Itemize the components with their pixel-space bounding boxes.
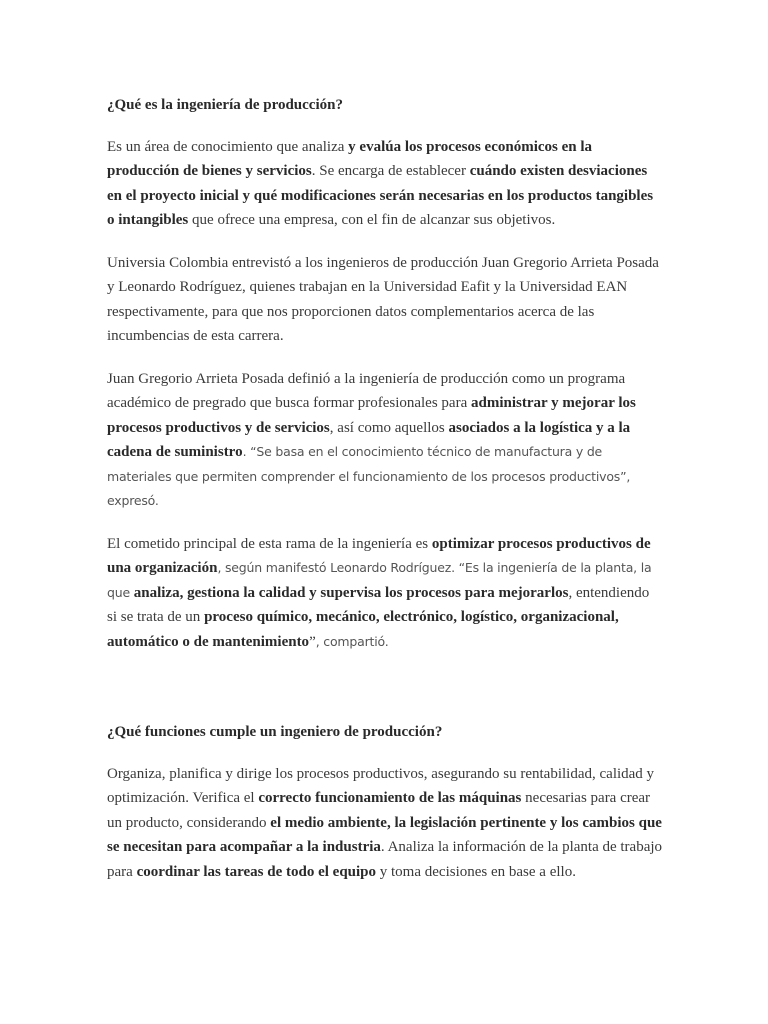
bold-text: analiza, gestiona la calidad y supervisa los procesos para mejorarlos [133,584,569,601]
paragraph-definicion [107,135,663,233]
paragraph-text: y toma decisiones en base a ello. [376,863,576,880]
section-heading-que-es: ¿Qué es la ingeniería de producción? [107,97,343,113]
bold-text: optimizar procesos productivos de una organización [107,535,651,576]
paragraph-text: Universia Colombia entrevistó a los ingenieros de producción Juan Gregorio Arrieta Posada y Leonardo Rodríguez, quienes trabajan en la Universidad Eafit y la Universidad EAN respectivamente, para que nos proporcionen datos complementarios acerca de las incumbencias de esta carrera. [107,254,659,344]
quote-text: . “Se basa en el conocimiento técnico de manufactura y de materiales que permiten comprender el funcionamiento de los procesos productivos”, expresó. [107,444,631,508]
bold-text: y evalúa los procesos económicos en la producción de bienes y servicios [107,138,593,179]
quote-text: , según manifestó Leonardo Rodríguez. “Es la ingeniería de la planta, la que [107,560,652,600]
paragraph-text: Juan Gregorio Arrieta Posada definió a la ingeniería de producción como un programa académico de pregrado que busca formar profesionales para [107,370,626,411]
paragraph-text: Es un área de conocimiento que analiza [107,138,349,155]
paragraph-text: . Analiza la información de la planta de trabajo para [107,839,663,880]
bold-text: el medio ambiente, la legislación pertinente y los cambios que se necesitan para acompañar a la industria [107,814,662,855]
paragraph-rodriguez [107,532,663,655]
paragraph-funciones [107,762,663,885]
quote-text: , compartió. [315,633,389,649]
paragraph-entrevista [107,251,663,349]
bold-text: asociados a la logística y a la cadena de suministro [107,419,631,460]
paragraph-text: ” [309,633,316,650]
bold-text: proceso químico, mecánico, electrónico, logístico, organizacional, automático o de mantenimiento [107,609,619,650]
bold-text: coordinar las tareas de todo el equipo [136,863,377,880]
bold-text: cuándo existen desviaciones en el proyecto inicial y qué modificaciones serán necesarias en los productos tangibles o intangibles [107,163,654,228]
paragraph-text: , así como aquellos [329,419,449,436]
paragraph-text: , entendiendo si se trata de un [107,584,650,625]
paragraph-text: El cometido principal de esta rama de la ingeniería es [107,535,432,552]
bold-text: administrar y mejorar los procesos productivos y de servicios [107,395,636,436]
document-page [107,93,663,884]
paragraph-text: . Se encarga de establecer [311,163,470,179]
paragraph-text: necesarias para crear un producto, considerando [107,790,651,831]
section-heading-funciones: ¿Qué funciones cumple un ingeniero de producción? [107,724,443,740]
paragraph-text: que ofrece una empresa, con el fin de alcanzar sus objetivos. [188,212,556,228]
bold-text: correcto funcionamiento de las máquinas [258,790,522,806]
paragraph-text: Organiza, planifica y dirige los procesos productivos, asegurando su rentabilidad, calidad y optimización. Verifica el [107,765,655,806]
paragraph-arrieta [107,367,663,514]
